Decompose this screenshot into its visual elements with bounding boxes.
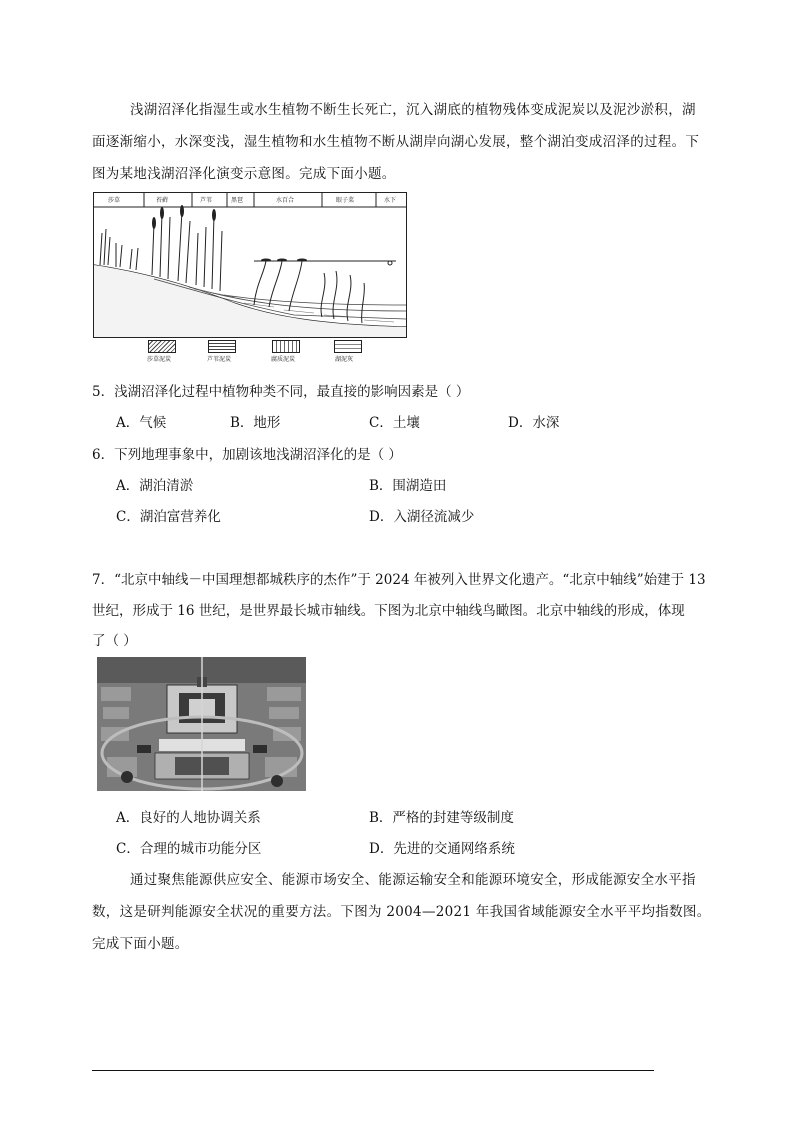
zone-label-7: 水下 (384, 197, 397, 204)
beijing-central-axis-aerial-photo (97, 657, 306, 791)
intro2-line-1: 通过聚焦能源供应安全、能源市场安全、能源运输安全和能源环境安全，形成能源安全水平指 (130, 872, 696, 888)
legend-label-reed-peat: 芦苇泥炭 (207, 356, 232, 363)
zone-label-3: 芦苇 (200, 197, 213, 204)
question-5-stem: 5．浅湖沼泽化过程中植物种类不同，最直接的影响因素是（ ） (92, 384, 470, 400)
question-7-option-a[interactable]: A．良好的人地协调关系 (116, 810, 261, 826)
zone-label-2: 苔藓 (156, 197, 169, 204)
legend-label-humus-peat: 腐质泥炭 (271, 356, 296, 363)
question-6-option-a[interactable]: A．湖泊清淤 (116, 478, 194, 494)
question-7-line-3: 了（ ） (92, 633, 137, 649)
question-7-option-d[interactable]: D．先进的交通网络系统 (369, 841, 515, 857)
swamp-diagram-svg (94, 193, 406, 337)
question-6-stem: 6．下列地理事象中，加剧该地浅湖沼泽化的是（ ） (92, 447, 402, 463)
question-6-option-d[interactable]: D．入湖径流减少 (369, 509, 475, 525)
swamp-evolution-diagram (93, 192, 407, 338)
question-7-line-1: 7．“北京中轴线－中国理想都城秩序的杰作”于 2024 年被列入世界文化遗产。“北京中轴线”始建于 13 (92, 572, 706, 588)
aerial-photo-svg (97, 657, 306, 791)
footer-rule (92, 1070, 654, 1071)
question-5-option-b[interactable]: B．地形 (230, 415, 281, 431)
intro1-line-1: 浅湖沼泽化指湿生或水生植物不断生长死亡，沉入湖底的植物残体变成泥炭以及泥沙淤积，湖 (130, 102, 696, 118)
legend-swatch-lake-marl (334, 340, 362, 353)
question-7-option-c[interactable]: C．合理的城市功能分区 (116, 841, 262, 857)
zone-label-4: 黑琶 (231, 197, 244, 204)
question-6-option-b[interactable]: B．围湖造田 (369, 478, 447, 494)
question-6-option-c[interactable]: C．湖泊富营养化 (116, 509, 221, 525)
zone-label-5: 水百合 (276, 197, 295, 204)
legend-swatch-sedge-peat (148, 340, 176, 353)
intro2-line-3: 完成下面小题。 (92, 936, 189, 952)
zone-label-6: 眼子菜 (336, 197, 355, 204)
intro1-line-3: 图为某地浅湖沼泽化演变示意图。完成下面小题。 (92, 166, 396, 182)
intro2-line-2: 数，这是研判能源安全状况的重要方法。下图为 2004—2021 年我国省域能源安全水平平均指数图。 (92, 904, 711, 920)
question-5-option-d[interactable]: D．水深 (508, 415, 560, 431)
intro1-line-2: 面逐渐缩小，水深变浅，湿生植物和水生植物不断从湖岸向湖心发展，整个湖泊变成沼泽的过程。下 (92, 134, 700, 150)
zone-label-1: 莎草 (108, 197, 121, 204)
question-5-option-a[interactable]: A．气候 (116, 415, 167, 431)
legend-swatch-reed-peat (208, 340, 236, 353)
legend-swatch-humus-peat (272, 340, 300, 353)
question-5-option-c[interactable]: C．土壤 (369, 415, 420, 431)
question-7-line-2: 世纪，形成于 16 世纪，是世界最长城市轴线。下图为北京中轴线鸟瞰图。北京中轴线的形成，体现 (92, 603, 685, 619)
legend-label-sedge-peat: 莎草泥炭 (147, 356, 172, 363)
legend-label-lake-marl: 湖泥灰 (335, 356, 354, 363)
question-7-option-b[interactable]: B．严格的封建等级制度 (369, 810, 514, 826)
